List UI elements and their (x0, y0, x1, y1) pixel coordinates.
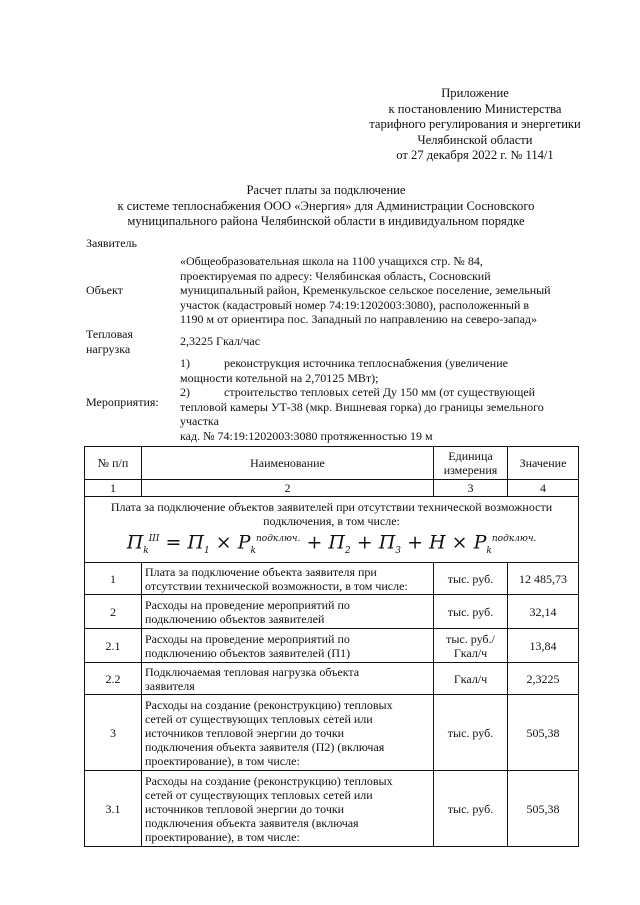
row-name-line: заявителя (145, 678, 195, 693)
appendix-line: тарифного регулирования и энергетики (369, 117, 581, 131)
header-name: Наименование (142, 447, 434, 480)
row-value: 505,38 (508, 771, 579, 847)
row-num: 2 (85, 595, 142, 629)
object-line: 1190 м от ориентира пос. Западный по направлению на северо-запад» (180, 312, 537, 327)
measure-number: 2) (180, 385, 190, 400)
section-line: подключения, в том числе: (263, 514, 400, 528)
column-numbers-row (85, 480, 579, 497)
row-unit: тыс. руб. (434, 563, 508, 595)
row-name-line: Плата за подключение объекта заявителя при (145, 564, 377, 579)
connection-fee-formula: $П_k^{III} = П_1 \times P_k^{подключ.} + П_2 + П_3 + Н \times P_k^{подключ.}$ (126, 531, 537, 557)
row-name-line: Расходы на проведение мероприятий по (145, 631, 350, 646)
measures-label: Мероприятия: (86, 395, 159, 409)
row-value: 505,38 (508, 695, 579, 771)
header-num: № п/п (85, 447, 142, 480)
row-num: 3.1 (85, 771, 142, 847)
row-name-line: источников тепловой энергии до точки (145, 801, 345, 816)
row-name-line: подключению объектов заявителей (П1) (145, 645, 351, 660)
row-name-line: источников тепловой энергии до точки (145, 725, 345, 740)
row-value: 2,3225 (508, 663, 579, 695)
row-name-line: сетей от существующих тепловых сетей или (145, 787, 373, 802)
measures-list (180, 356, 558, 444)
column-number: 2 (142, 480, 434, 497)
load-label-line: нагрузка (86, 341, 131, 356)
header-value: Значение (508, 447, 579, 480)
row-name (142, 629, 434, 663)
table-row (85, 771, 579, 847)
row-name-line: Расходы на проведение мероприятий по (145, 597, 350, 612)
calculation-table (84, 446, 579, 847)
row-name-line: сетей от существующих тепловых сетей или (145, 711, 373, 726)
title-line: муниципального района Челябинской области в индивидуальном порядке (127, 214, 525, 228)
table-row (85, 695, 579, 771)
measure-2-line: участка (180, 414, 219, 429)
table-row (85, 563, 579, 595)
row-unit-line: Гкал/ч (453, 645, 488, 660)
row-num: 3 (85, 695, 142, 771)
row-value: 32,14 (508, 595, 579, 629)
header-unit (434, 447, 508, 480)
section-heading (85, 497, 579, 563)
title-line: Расчет платы за подключение (246, 183, 406, 197)
object-line: муниципальный район, Кременкульское сельское поселение, земельный (180, 283, 551, 298)
row-unit (434, 629, 508, 663)
row-name-line: подключения объекта заявителя (включая (145, 815, 359, 830)
row-name (142, 663, 434, 695)
table-row (85, 595, 579, 629)
row-name (142, 771, 434, 847)
applicant-label: Заявитель (86, 236, 137, 250)
row-name-line: проектирование), в том числе: (145, 829, 300, 844)
table-row (85, 629, 579, 663)
object-description (180, 254, 558, 327)
measure-2-line: тепловой камеры УТ-38 (мкр. Вишневая горка) до границы земельного (180, 399, 544, 414)
section-row (85, 497, 579, 563)
title-line: к системе теплоснабжения ООО «Энергия» для Администрации Сосновского (117, 198, 535, 213)
object-line: «Общеобразовательная школа на 1100 учащихся стр. № 84, (180, 254, 483, 268)
measure-1-line: мощности котельной на 2,70125 МВт); (180, 370, 379, 385)
header-unit-line: Единица (448, 449, 493, 463)
object-line: участок (кадастровый номер 74:19:1202003:3080), расположенный в (180, 297, 530, 312)
row-name (142, 595, 434, 629)
appendix-line: к постановлению Министерства (388, 101, 562, 116)
row-name (142, 563, 434, 595)
measure-1-line (180, 356, 558, 371)
row-num: 2.1 (85, 629, 142, 663)
column-number: 1 (85, 480, 142, 497)
load-label (86, 327, 133, 356)
header-unit-line: измерения (443, 463, 498, 477)
table-row (85, 663, 579, 695)
row-value: 13,84 (508, 629, 579, 663)
load-value: 2,3225 Гкал/час (180, 334, 261, 348)
row-unit: тыс. руб. (434, 771, 508, 847)
row-unit: тыс. руб. (434, 595, 508, 629)
column-number: 4 (508, 480, 579, 497)
object-line: проектируемая по адресу: Челябинская область, Сосновский (180, 268, 491, 283)
measure-number: 1) (180, 356, 190, 370)
appendix-line: Приложение (441, 86, 509, 100)
section-line: Плата за подключение объектов заявителей при отсутствии технической возможности (110, 500, 553, 514)
row-name-line: подключения объекта заявителя (П2) (включая (145, 739, 385, 754)
column-number: 3 (434, 480, 508, 497)
measure-2-line: кад. № 74:19:1202003:3080 протяженностью 19 м (180, 428, 433, 443)
row-unit-line: тыс. руб./ (446, 631, 495, 646)
load-label-line: Тепловая (86, 327, 133, 341)
row-value: 12 485,73 (508, 563, 579, 595)
row-unit: Гкал/ч (434, 663, 508, 695)
document-title (76, 183, 576, 230)
appendix-block (330, 86, 620, 164)
row-name (142, 695, 434, 771)
measure-text: строительство тепловых сетей Ду 150 мм (от существующей (224, 385, 536, 400)
row-num: 2.2 (85, 663, 142, 695)
appendix-line: от 27 декабря 2022 г. № 114/1 (396, 148, 554, 162)
measure-text: реконструкция источника теплоснабжения (увеличение (224, 356, 508, 370)
row-num: 1 (85, 563, 142, 595)
appendix-line: Челябинской области (417, 132, 533, 147)
row-name-line: проектирование), в том числе: (145, 753, 300, 768)
row-name-line: Расходы на создание (реконструкцию) тепловых (145, 697, 393, 712)
object-label: Объект (86, 283, 123, 297)
row-name-line: подключению объектов заявителей (145, 611, 325, 626)
table-header-row (85, 447, 579, 480)
row-unit: тыс. руб. (434, 695, 508, 771)
row-name-line: отсутствии технической возможности, в том числе: (145, 578, 408, 593)
measure-2-line (180, 385, 558, 400)
row-name-line: Расходы на создание (реконструкцию) тепловых (145, 773, 393, 788)
row-name-line: Подключаемая тепловая нагрузка объекта (145, 664, 360, 679)
